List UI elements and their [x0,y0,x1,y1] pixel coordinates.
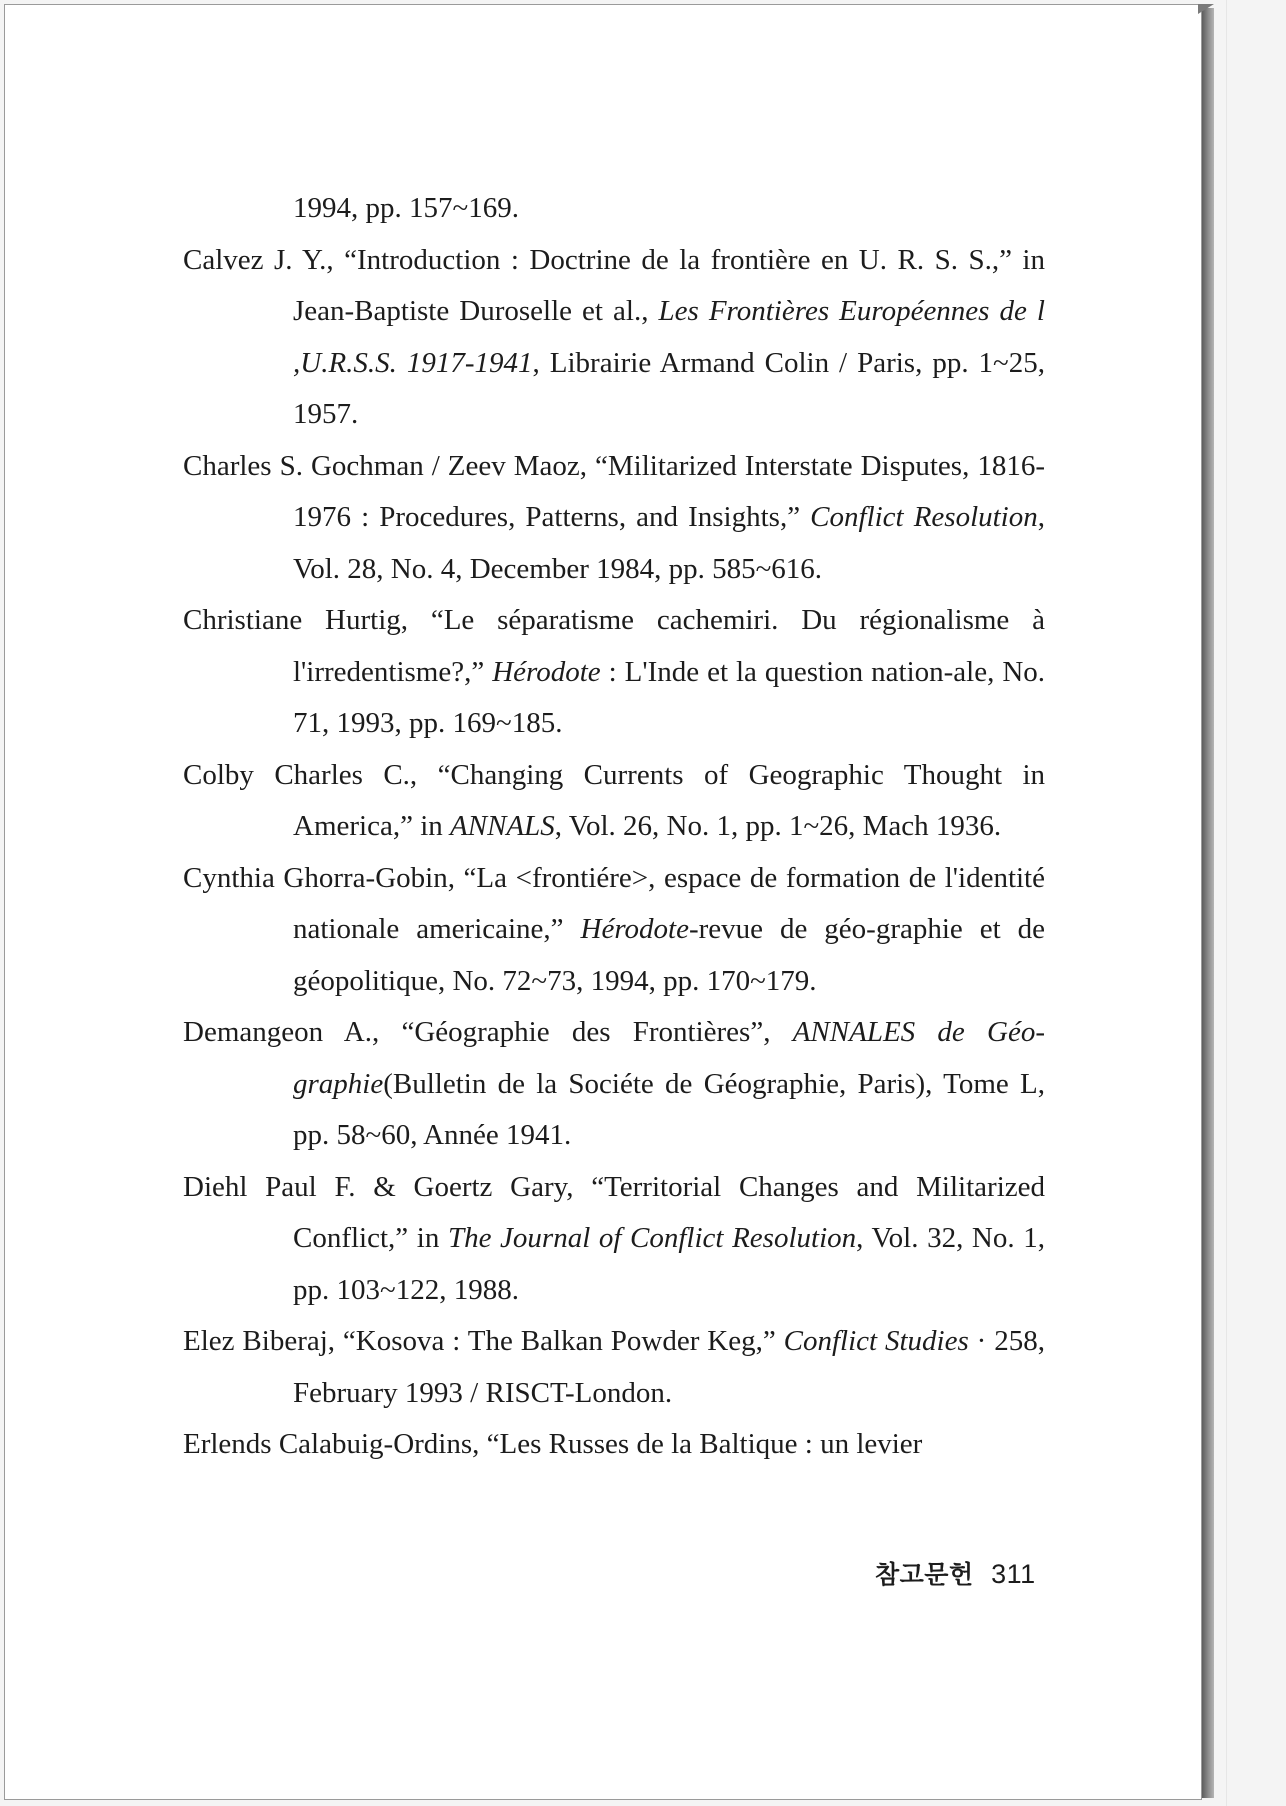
entry-publication-title: ANNALS [450,810,555,842]
entry-details: , Librairie Armand Colin / Paris, pp. 1~25, 1957. [293,346,1045,430]
entry-details: , Vol. 28, No. 4, December 1984, pp. 585~616. [293,501,1045,585]
entry-publication-title: Conflict Resolution [810,501,1038,533]
entry-publication-title: Hérodote [492,655,601,688]
entry-citation: Charles S. Gochman / Zeev Maoz, “Militarized Interstate Disputes, 1816-1976 : Procedures, Patterns, and Insights,” [183,449,1045,533]
entry-citation: Erlends Calabuig-Ordins, “Les Russes de la Baltique : un levier [183,1428,923,1460]
book-page [4,4,1202,1800]
entry-publication-title: Les Frontières Européennes de l ,U.R.S.S. 1917-1941 [293,295,1045,379]
entry-details: , Vol. 32, No. 1, pp. 103~122, 1988. [293,1222,1045,1306]
page-footer [875,1555,1036,1591]
bibliography-entry [183,1316,1045,1419]
bibliography-entry [183,853,1045,1008]
running-footer-label: 참고문헌 [875,1560,974,1589]
bibliography-entry [183,1007,1045,1162]
entry-citation: Demangeon A., “Géographie des Frontières”, [183,1016,793,1048]
entry-publication-title: Hérodote [580,913,689,945]
entry-text: 1994, pp. 157~169. [293,192,519,224]
entry-citation: Diehl Paul F. & Goertz Gary, “Territorial Changes and Militarized Conflict,” in [183,1170,1045,1254]
entry-publication-title: The Journal of Conflict Resolution [447,1222,857,1254]
bibliography-entry [183,1419,1045,1471]
background-divider [1226,0,1227,1806]
entry-publication-title: ANNALES de Géo-graphie [293,1016,1045,1100]
entry-citation: Calvez J. Y., “Introduction : Doctrine de la frontière en U. R. S. S.,” in Jean-Baptiste Duroselle et al., [183,243,1045,327]
page-edge-shadow [1202,8,1214,1798]
entry-citation: Cynthia Ghorra-Gobin, “La <frontiére>, espace de formation de l'identité nationale americaine,” [183,861,1045,945]
entry-details: · 258, February 1993 / RISCT-London. [293,1325,1045,1409]
bibliography-entry [183,750,1045,853]
page-number: 311 [991,1559,1036,1589]
entry-details: , Vol. 26, No. 1, pp. 1~26, Mach 1936. [554,810,1002,842]
page-edge-cap [1198,4,1214,14]
entry-citation: Colby Charles C., “Changing Currents of Geographic Thought in America,” in [183,758,1045,842]
bibliography-list [183,183,1045,1471]
bibliography-entry [183,235,1045,441]
bibliography-entry-continued [183,183,1045,235]
entry-citation: Christiane Hurtig, “Le séparatisme cachemiri. Du régionalisme à l'irredentisme?,” [183,604,1045,688]
bibliography-entry [183,441,1045,596]
entry-details: -revue de géo-graphie et de géopolitique, No. 72~73, 1994, pp. 170~179. [293,913,1045,997]
entry-details: (Bulletin de la Sociéte de Géographie, Paris), Tome L, pp. 58~60, Année 1941. [293,1067,1045,1151]
entry-citation: Elez Biberaj, “Kosova : The Balkan Powder Keg,” [183,1325,784,1357]
entry-details: : L'Inde et la question nation-ale, No. 71, 1993, pp. 169~185. [293,655,1046,739]
bibliography-entry [183,595,1045,750]
entry-publication-title: Conflict Studies [783,1325,969,1357]
bibliography-entry [183,1162,1045,1317]
